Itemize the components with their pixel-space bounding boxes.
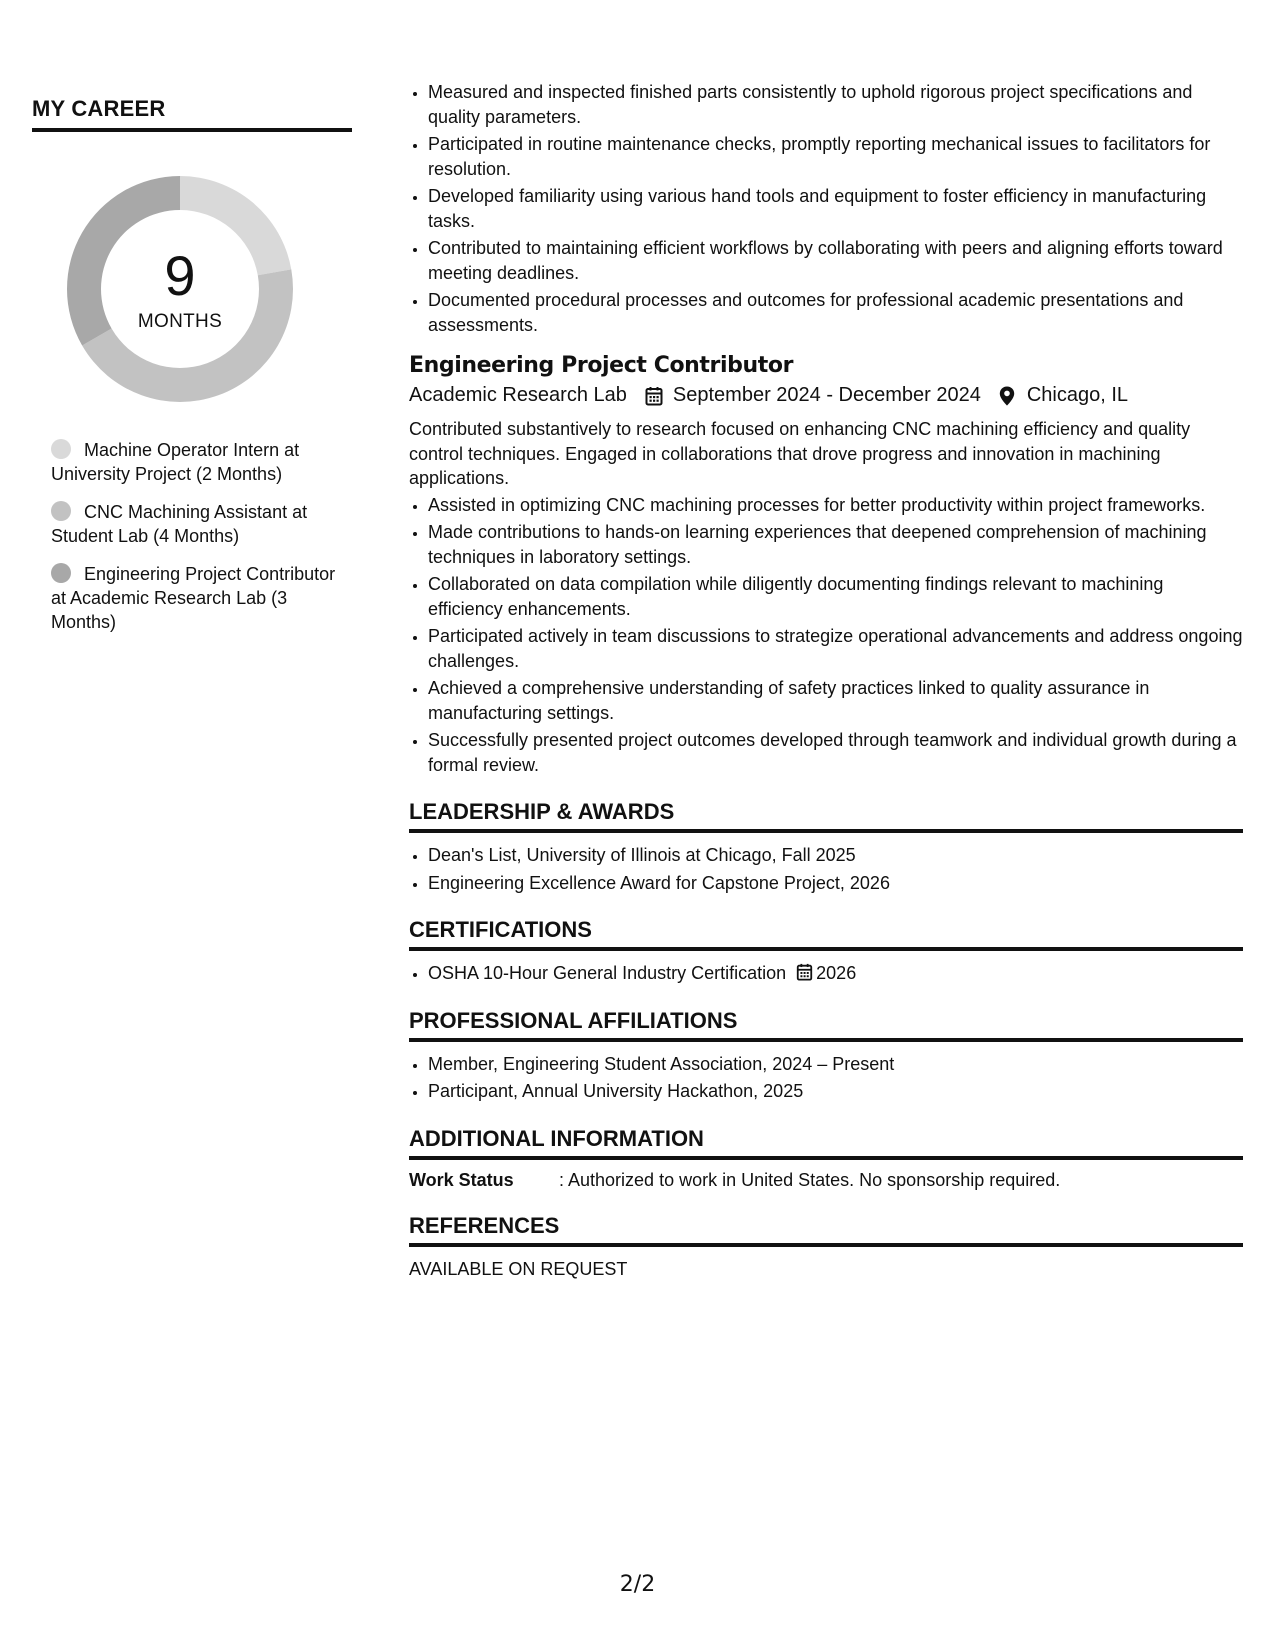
bullet-item: • Engineering Excellence Award for Capstone Project, 2026 <box>428 871 1243 896</box>
bullet-item: • Documented procedural processes and outcomes for professional academic presentations and assessments. <box>428 288 1243 337</box>
section-heading: LEADERSHIP & AWARDS <box>409 799 1243 833</box>
section-heading: PROFESSIONAL AFFILIATIONS <box>409 1008 1243 1042</box>
leadership-section <box>409 799 1243 895</box>
job-title: Engineering Project Contributor <box>409 353 794 378</box>
donut-total-unit: MONTHS <box>137 311 223 332</box>
main-content <box>409 80 1243 1280</box>
bullet-item: • Participated actively in team discussions to strategize operational advancements and address ongoing challenges. <box>428 624 1243 673</box>
bullet-item: • Measured and inspected finished parts consistently to uphold rigorous project specifications and quality parameters. <box>428 80 1243 129</box>
job-entry <box>409 353 1243 777</box>
legend-dot-icon <box>51 439 71 459</box>
location-pin-icon <box>999 386 1017 406</box>
certification-year: 2026 <box>816 963 857 983</box>
job-location: Chicago, IL <box>1026 384 1129 406</box>
legend-item <box>51 500 341 548</box>
legend-item <box>51 438 341 486</box>
affiliations-section <box>409 1008 1243 1104</box>
references-section <box>409 1213 1243 1280</box>
certification-name: OSHA 10-Hour General Industry Certification <box>428 963 787 983</box>
job-description: Contributed substantively to research focused on enhancing CNC machining efficiency and quality control techniques. Engaged in collaborations that drove progress and innovation in machining applications. <box>409 419 1191 488</box>
legend-dot-icon <box>51 563 71 583</box>
bullet-item: • Participated in routine maintenance checks, promptly reporting mechanical issues to facilitators for resolution. <box>428 132 1243 181</box>
legend-item <box>51 562 341 634</box>
legend-dot-icon <box>51 501 71 521</box>
bullet-item: • Collaborated on data compilation while diligently documenting findings relevant to machining efficiency enhancements. <box>428 572 1243 621</box>
job-bullets <box>409 493 1243 778</box>
sidebar <box>32 96 352 648</box>
donut-center <box>67 176 293 402</box>
career-heading: MY CAREER <box>32 96 352 132</box>
section-heading: REFERENCES <box>409 1213 1243 1247</box>
job-company: Academic Research Lab <box>409 384 627 406</box>
donut-total-value: 9 <box>164 244 196 307</box>
legend-label: CNC Machining Assistant at Student Lab (4 Months) <box>51 502 308 546</box>
bullet-item: • Dean's List, University of Illinois at Chicago, Fall 2025 <box>428 843 1243 868</box>
job-dates: September 2024 - December 2024 <box>672 384 981 406</box>
bullet-item: • Achieved a comprehensive understanding of safety practices linked to quality assurance in manufacturing settings. <box>428 676 1243 725</box>
page-number: 2/2 <box>619 1572 656 1597</box>
work-status-key: Work Status <box>409 1169 514 1190</box>
bullet-item: • Contributed to maintaining efficient workflows by collaborating with peers and aligning efforts toward meeting deadlines. <box>428 236 1243 285</box>
bullet-item: • Assisted in optimizing CNC machining processes for better productivity within project frameworks. <box>428 493 1243 518</box>
work-status-value: : Authorized to work in United States. No sponsorship required. <box>559 1169 1061 1190</box>
calendar-icon <box>645 386 663 406</box>
previous-job-bullets <box>409 80 1243 337</box>
bullet-item: • Made contributions to hands-on learning experiences that deepened comprehension of machining techniques in laboratory settings. <box>428 520 1243 569</box>
leadership-list <box>409 843 1243 895</box>
bullet-item: • Successfully presented project outcomes developed through teamwork and individual growth during a formal review. <box>428 728 1243 777</box>
calendar-icon <box>796 963 813 981</box>
career-donut-chart <box>67 176 293 402</box>
references-text: AVAILABLE ON REQUEST <box>409 1258 628 1279</box>
bullet-item: • Member, Engineering Student Association, 2024 – Present <box>428 1052 1243 1077</box>
legend-label: Engineering Project Contributor at Academic Research Lab (3 Months) <box>51 564 336 632</box>
work-status-row <box>409 1170 1243 1191</box>
affiliations-list <box>409 1052 1243 1104</box>
section-heading: CERTIFICATIONS <box>409 917 1243 951</box>
job-meta <box>409 384 1243 407</box>
bullet-item: • Participant, Annual University Hackathon, 2025 <box>428 1079 1243 1104</box>
career-legend <box>51 438 341 634</box>
additional-info-section <box>409 1126 1243 1191</box>
bullet-item: • Developed familiarity using various hand tools and equipment to foster efficiency in manufacturing tasks. <box>428 184 1243 233</box>
section-heading: ADDITIONAL INFORMATION <box>409 1126 1243 1160</box>
certifications-section <box>409 917 1243 986</box>
certifications-list <box>409 961 1243 986</box>
certification-item <box>428 961 1243 986</box>
legend-label: Machine Operator Intern at University Project (2 Months) <box>51 440 300 484</box>
